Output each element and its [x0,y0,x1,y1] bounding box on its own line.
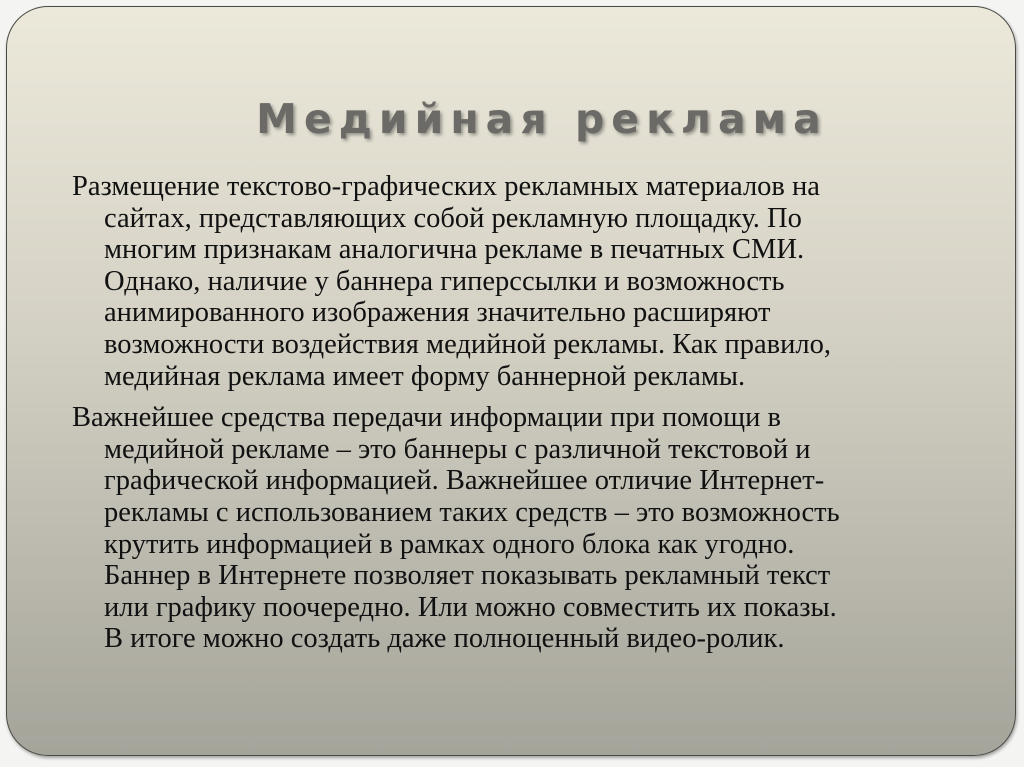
paragraph-line: Однако, наличие у баннера гиперссылки и возможность [104,265,785,297]
paragraph-line: Размещение текстово-графических рекламных материалов на [72,171,820,202]
paragraph-line: анимированного изображения значительно расширяют [104,297,771,329]
paragraph-line: возможности воздействия медийной рекламы. Как правило, [104,328,831,360]
slide-title: Медийная реклама [256,95,828,143]
paragraph-line: графической информацией. Важнейшее отличие Интернет- [104,465,825,497]
slide [6,6,1016,756]
paragraph-line: крутить информацией в рамках одного блока как угодно. [104,528,795,560]
paragraph-line: В итоге можно создать даже полноценный видео-ролик. [104,623,785,655]
paragraph [72,402,1012,655]
paragraph-line: медийная реклама имеет форму баннерной рекламы. [104,360,746,392]
paragraph-line: многим признакам аналогична рекламе в печатных СМИ. [104,234,805,266]
slide-body [72,171,1012,665]
paragraph-line: сайтах, представляющих собой рекламную площадку. По [104,202,802,234]
paragraph-line: медийной рекламе – это баннеры с различной текстовой и [104,433,811,465]
paragraph-line: Важнейшее средства передачи информации при помощи в [72,402,781,434]
paragraph-line: или графику поочередно. Или можно совместить их показы. [104,591,837,623]
paragraph-line: Баннер в Интернете позволяет показывать рекламный текст [104,560,831,592]
paragraph [72,171,1012,392]
paragraph-line: рекламы с использованием таких средств – это возможность [104,496,840,528]
